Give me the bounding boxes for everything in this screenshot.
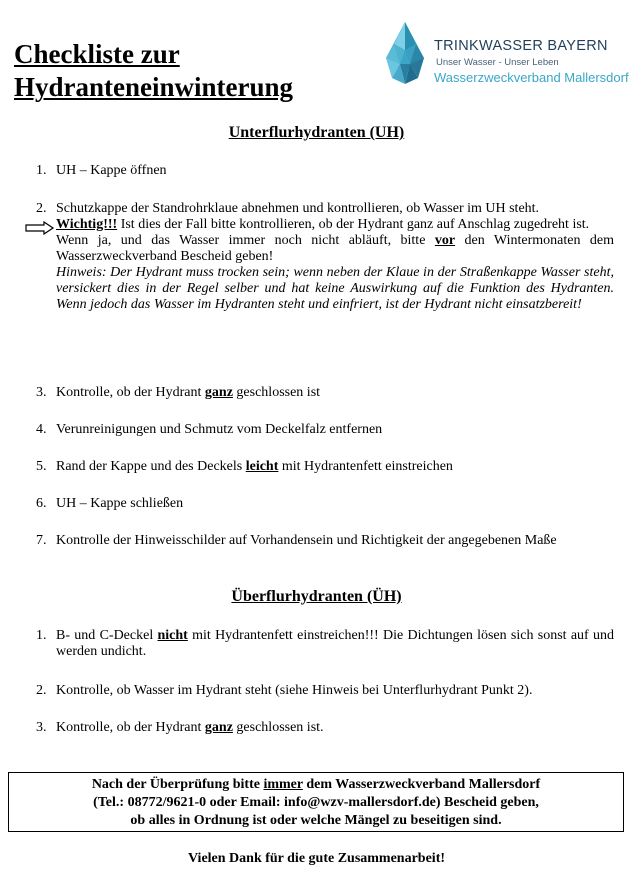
item-number: 3. xyxy=(36,720,47,735)
item-number: 5. xyxy=(36,459,47,474)
text-pre: Rand der Kappe und des Deckels xyxy=(56,459,246,474)
item-text xyxy=(56,628,614,660)
text-post: geschlossen ist xyxy=(232,385,321,400)
logo-slogan: Unser Wasser - Unser Leben xyxy=(436,57,559,68)
text-pre: B- und C-Deckel xyxy=(56,628,158,643)
footer-line-3: ob alles in Ordnung ist oder welche Mängel zu beseitigen sind. xyxy=(130,813,502,828)
item-number: 4. xyxy=(36,422,47,437)
emphasis: ganz xyxy=(204,385,233,400)
emphasis: ganz xyxy=(204,720,233,735)
uh-item-6 xyxy=(36,496,614,512)
item-number: 2. xyxy=(36,683,47,698)
wichtig-label: Wichtig!!! xyxy=(56,217,118,232)
item-text xyxy=(56,459,614,475)
item-number: 1. xyxy=(36,163,47,178)
text-post: mit Hydrantenfett einstreichen xyxy=(278,459,453,474)
ueh-item-3 xyxy=(36,720,614,736)
text-pre: Kontrolle, ob der Hydrant xyxy=(56,385,205,400)
ueh-item-2 xyxy=(36,683,614,699)
wennja-pre: Wenn ja, und das Wasser immer noch nicht abläuft, bitte xyxy=(56,233,435,248)
item-text: Kontrolle, ob Wasser im Hydrant steht (siehe Hinweis bei Unterflurhydrant Punkt 2). xyxy=(56,683,533,698)
wennja-post: den Wintermonaten dem Wasserzweckverband Bescheid geben! xyxy=(56,233,614,264)
uh-item-5 xyxy=(36,459,614,475)
text-post: mit Hydrantenfett einstreichen!!! Die Dichtungen lösen sich sonst auf und werden undicht. xyxy=(56,628,614,659)
text-pre: Kontrolle, ob der Hydrant xyxy=(56,720,205,735)
logo-brand: TRINKWASSER BAYERN xyxy=(434,38,608,54)
uh-item-2 xyxy=(36,201,614,313)
logo-org: Wasserzweckverband Mallersdorf xyxy=(434,70,629,85)
item-2-hinweis xyxy=(56,265,614,313)
logo-text-block xyxy=(434,20,629,85)
item-text: Kontrolle der Hinweisschilder auf Vorhandensein und Richtigkeit der angegebenen Maße xyxy=(56,533,557,548)
footer-notice-box xyxy=(8,772,624,832)
uh-item-4 xyxy=(36,422,614,438)
item-2-wennja-para xyxy=(56,233,614,265)
text-post: geschlossen ist. xyxy=(232,720,324,735)
item-text: Verunreinigungen und Schmutz vom Deckelfalz entfernen xyxy=(56,422,383,437)
ueh-heading: Überflurhydranten (ÜH) xyxy=(231,588,402,605)
uh-item-7 xyxy=(36,533,614,549)
item-number: 7. xyxy=(36,533,47,548)
uh-item-3 xyxy=(36,385,614,401)
item-number: 2. xyxy=(36,201,47,216)
ueh-item-1 xyxy=(36,628,614,660)
item-number: 1. xyxy=(36,628,47,643)
footer-line1-post: dem Wasserzweckverband Mallersdorf xyxy=(302,777,541,792)
item-number: 3. xyxy=(36,385,47,400)
item-2-wichtig-para xyxy=(56,217,614,233)
emphasis: nicht xyxy=(157,628,188,643)
water-drop-icon xyxy=(382,20,428,90)
hinweis-text: Hinweis: Der Hydrant muss trocken sein; wenn neben der Klaue in der Straßenkappe Wasser steht, versickert dies in der Regel selber und hat keine Auswirkung auf die Funktion des Hydranten. Wenn jedoch das Wasser im Hydranten steht und einfriert, ist der Hydrant nicht einsatzbereit! xyxy=(56,265,614,312)
title-line-1: Checkliste zur xyxy=(14,39,180,69)
thanks-line: Vielen Dank für die gute Zusammenarbeit! xyxy=(187,851,446,866)
vor-emphasis: vor xyxy=(434,233,456,248)
item-text xyxy=(56,201,614,313)
item-text: UH – Kappe öffnen xyxy=(56,163,167,178)
footer-line-1 xyxy=(9,776,623,794)
footer-line1-pre: Nach der Überprüfung bitte xyxy=(91,777,264,792)
immer-emphasis: immer xyxy=(263,777,303,792)
item-number: 6. xyxy=(36,496,47,511)
trinkwasser-logo xyxy=(382,20,629,92)
wichtig-rest: Ist dies der Fall bitte kontrollieren, ob der Hydrant ganz auf Anschlag zugedreht ist. xyxy=(117,217,590,232)
uh-heading: Unterflurhydranten (UH) xyxy=(228,124,405,141)
emphasis: leicht xyxy=(245,459,279,474)
item-text xyxy=(56,385,614,401)
item-text: UH – Kappe schließen xyxy=(56,496,184,511)
page-title xyxy=(14,38,293,104)
item-2-line1: Schutzkappe der Standrohrklaue abnehmen und kontrollieren, ob Wasser im UH steht. xyxy=(56,201,540,216)
title-line-2: Hydranteneinwinterung xyxy=(14,72,294,102)
uh-item-1 xyxy=(36,163,614,179)
footer-line-2: (Tel.: 08772/9621-0 oder Email: info@wzv-mallersdorf.de) Bescheid geben, xyxy=(93,795,539,810)
item-text xyxy=(56,720,614,736)
